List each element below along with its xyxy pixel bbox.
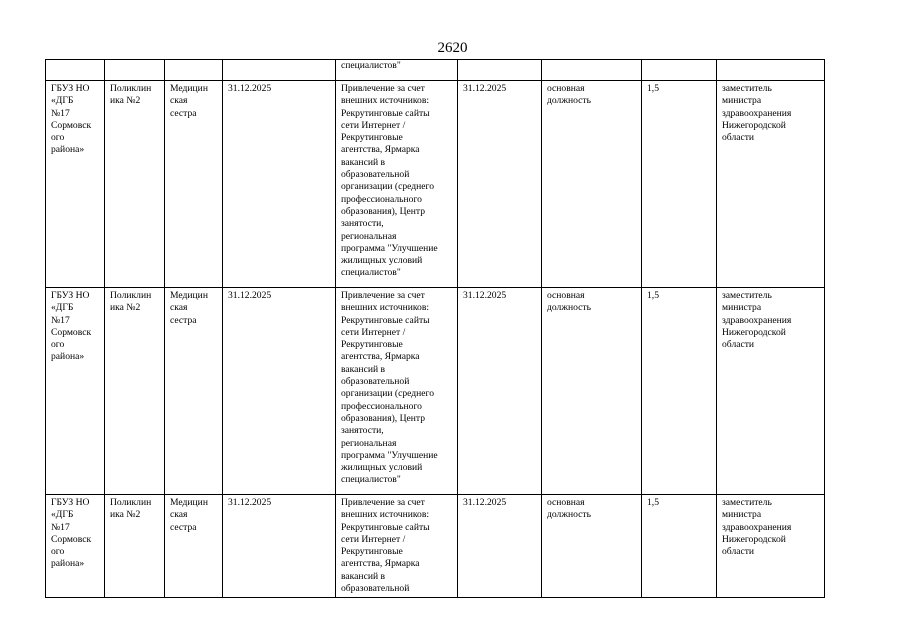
- cell-responsible: заместитель министра здравоохранения Нижегородской области: [717, 81, 825, 288]
- cell-position: Медицин ская сестра: [165, 495, 223, 598]
- cell-method-text: специалистов": [341, 60, 401, 71]
- cell-method: Привлечение за счет внешних источников: Рекрутинговые сайты сети Интернет / Рекрутинговые агентства, Ярмарка вакансий в образовательной организации (среднего профессионального образования), Центр занятости, региональная программа "Улучшение жилищных условий специалистов": [336, 81, 458, 288]
- cell-method: Привлечение за счет внешних источников: Рекрутинговые сайты сети Интернет / Рекрутинговые агентства, Ярмарка вакансий в образовательной организации (среднего профессионального образования), Центр занятости, региональная программа "Улучшение жилищных условий специалистов": [336, 288, 458, 495]
- cell-job-type: основная должность: [542, 81, 642, 288]
- cell-job-type: основная должность: [542, 288, 642, 495]
- cell-department: Поликлин ика №2: [105, 288, 165, 495]
- cell-job-type: [542, 60, 642, 81]
- cell-rate: 1,5: [642, 81, 717, 288]
- staffing-table: [45, 59, 825, 598]
- cell-date-start: 31.12.2025: [223, 81, 336, 288]
- cell-institution: [46, 60, 105, 81]
- cell-method: [336, 60, 458, 81]
- cell-date-end: [458, 60, 542, 81]
- table-row: [46, 81, 825, 288]
- cell-rate: 1,5: [642, 495, 717, 598]
- cell-department: [105, 60, 165, 81]
- cell-position: [165, 60, 223, 81]
- cell-date-start: 31.12.2025: [223, 495, 336, 598]
- cell-position: Медицин ская сестра: [165, 288, 223, 495]
- cell-date-end: 31.12.2025: [458, 288, 542, 495]
- cell-rate: 1,5: [642, 288, 717, 495]
- cell-date-end: 31.12.2025: [458, 81, 542, 288]
- cell-date-start: 31.12.2025: [223, 288, 336, 495]
- cell-institution: ГБУЗ НО «ДГБ №17 Сормовск ого района»: [46, 288, 105, 495]
- table-row-continuation: [46, 60, 825, 81]
- cell-responsible: заместитель министра здравоохранения Нижегородской области: [717, 495, 825, 598]
- cell-job-type: основная должность: [542, 495, 642, 598]
- cell-date-start: [223, 60, 336, 81]
- table-row: [46, 288, 825, 495]
- cell-department: Поликлин ика №2: [105, 495, 165, 598]
- cell-responsible: заместитель министра здравоохранения Нижегородской области: [717, 288, 825, 495]
- cell-responsible: [717, 60, 825, 81]
- cell-rate: [642, 60, 717, 81]
- cell-date-end: 31.12.2025: [458, 495, 542, 598]
- page-number: 2620: [437, 40, 468, 56]
- cell-position: Медицин ская сестра: [165, 81, 223, 288]
- cell-department: Поликлин ика №2: [105, 81, 165, 288]
- cell-method: Привлечение за счет внешних источников: Рекрутинговые сайты сети Интернет / Рекрутинговые агентства, Ярмарка вакансий в образовательной: [336, 495, 458, 598]
- cell-institution: ГБУЗ НО «ДГБ №17 Сормовск ого района»: [46, 495, 105, 598]
- table-row: [46, 495, 825, 598]
- cell-institution: ГБУЗ НО «ДГБ №17 Сормовск ого района»: [46, 81, 105, 288]
